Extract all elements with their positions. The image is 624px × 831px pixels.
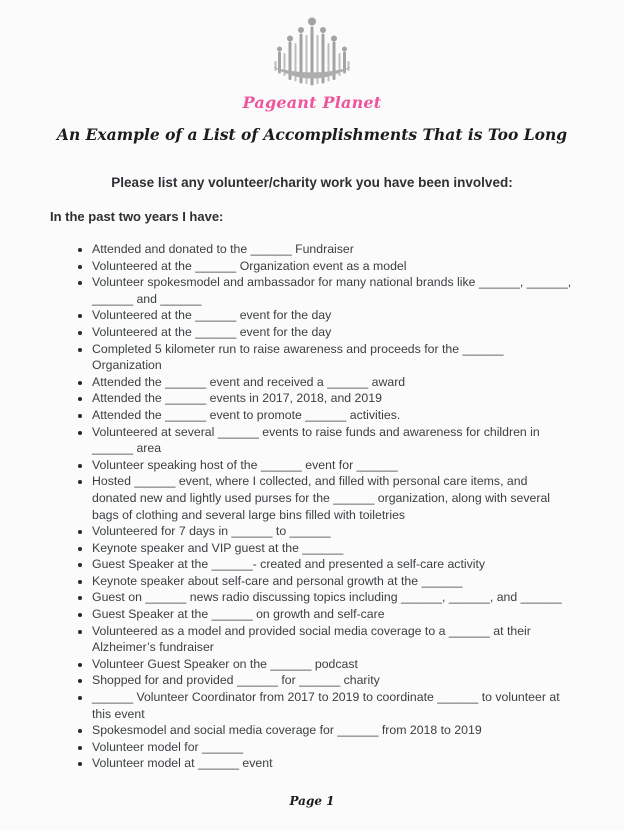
list-item: • Volunteered at the ______ Organization event as a model bbox=[92, 258, 574, 275]
list-item: • Hosted ______ event, where I collected, and filled with personal care items, and donated new and lightly used purses for the ______ organization, along with several bags of clothing and several large bins filled with toiletries bbox=[92, 473, 574, 523]
list-item: • Attended the ______ event to promote ______ activities. bbox=[92, 407, 574, 424]
list-item: • Guest on ______ news radio discussing topics including ______, ______, and ______ bbox=[92, 589, 574, 606]
list-item: • Volunteer model at ______ event bbox=[92, 755, 574, 772]
accomplishments-list bbox=[50, 241, 574, 772]
pageant-planet-logo bbox=[50, 14, 574, 112]
list-item: • Volunteered at several ______ events to raise funds and awareness for children in ______ area bbox=[92, 424, 574, 457]
page-number-footer: Page 1 bbox=[289, 794, 335, 808]
list-item: • Volunteered at the ______ event for the day bbox=[92, 324, 574, 341]
list-item: • Spokesmodel and social media coverage for ______ from 2018 to 2019 bbox=[92, 722, 574, 739]
list-item: • Keynote speaker about self-care and personal growth at the ______ bbox=[92, 573, 574, 590]
section-heading: In the past two years I have: bbox=[50, 209, 224, 224]
list-item: • Attended and donated to the ______ Fundraiser bbox=[92, 241, 574, 258]
volunteer-work-prompt: Please list any volunteer/charity work you have been involved: bbox=[111, 175, 513, 190]
list-item: • Guest Speaker at the ______- created and presented a self-care activity bbox=[92, 556, 574, 573]
list-item: • Volunteered as a model and provided social media coverage to a ______ at their Alzheimer’s fundraiser bbox=[92, 623, 574, 656]
list-item: • ______ Volunteer Coordinator from 2017 to 2019 to coordinate ______ to volunteer at this event bbox=[92, 689, 574, 722]
list-item: • Attended the ______ events in 2017, 2018, and 2019 bbox=[92, 390, 574, 407]
list-item: • Volunteered at the ______ event for the day bbox=[92, 307, 574, 324]
list-item: • Volunteer model for ______ bbox=[92, 739, 574, 756]
tiara-crown-icon bbox=[269, 14, 355, 92]
list-item: • Shopped for and provided ______ for ______ charity bbox=[92, 672, 574, 689]
document-title: An Example of a List of Accomplishments That is Too Long bbox=[56, 125, 568, 144]
brand-name: Pageant Planet bbox=[242, 93, 382, 112]
list-item: • Guest Speaker at the ______ on growth and self-care bbox=[92, 606, 574, 623]
list-item: • Volunteered for 7 days in ______ to ______ bbox=[92, 523, 574, 540]
list-item: • Completed 5 kilometer run to raise awareness and proceeds for the ______ Organization bbox=[92, 341, 574, 374]
list-item: • Volunteer Guest Speaker on the ______ podcast bbox=[92, 656, 574, 673]
list-item: • Attended the ______ event and received a ______ award bbox=[92, 374, 574, 391]
list-item: • Volunteer spokesmodel and ambassador for many national brands like ______, ______, ______ and ______ bbox=[92, 274, 574, 307]
list-item: • Volunteer speaking host of the ______ event for ______ bbox=[92, 457, 574, 474]
list-item: • Keynote speaker and VIP guest at the ______ bbox=[92, 540, 574, 557]
